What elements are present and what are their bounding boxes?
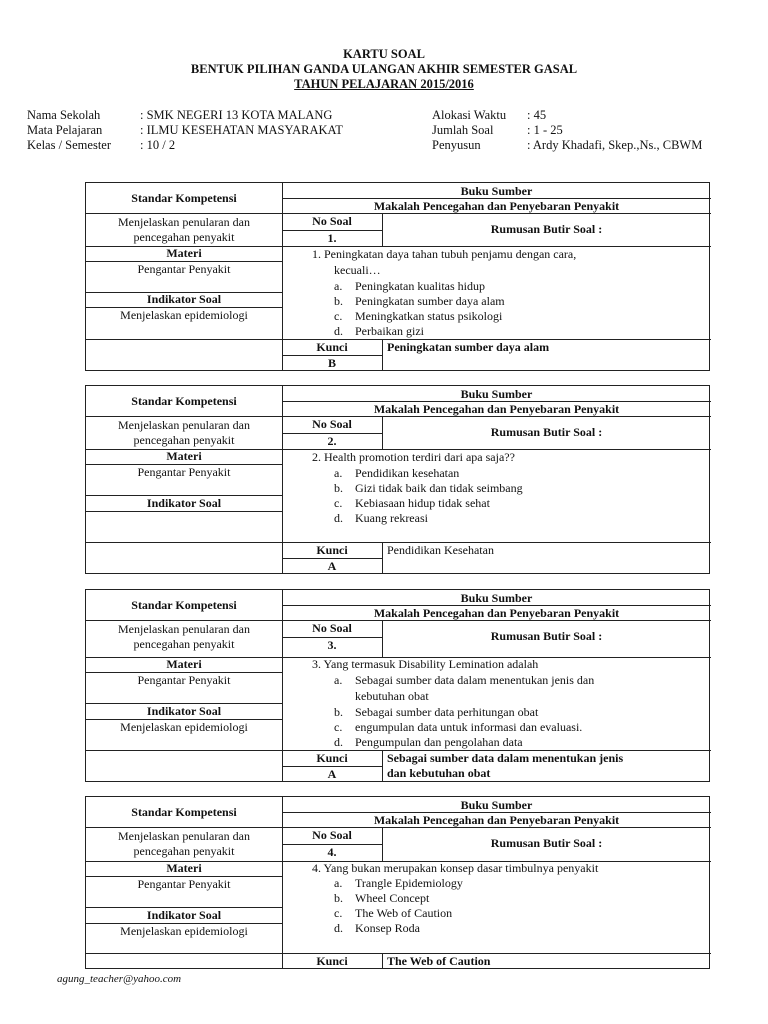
kunci-letter: A (327, 559, 337, 573)
option-c-text: The Web of Caution (355, 906, 453, 920)
info-value-jumlah: : 1 - 25 (527, 123, 563, 137)
option-b-letter: b. (334, 481, 343, 495)
label-indikator: Indikator Soal (146, 704, 222, 718)
option-d-text: Konsep Roda (355, 921, 420, 935)
question-text-cont: kecuali… (334, 263, 381, 277)
kunci-answer: Pendidikan Kesehatan (387, 543, 494, 557)
info-label-mapel: Mata Pelajaran (27, 123, 103, 137)
option-c-text: Kebiasaan hidup tidak sehat (355, 496, 490, 510)
label-buku: Buku Sumber (460, 387, 533, 401)
buku-value: Makalah Pencegahan dan Penyebaran Penyakit (373, 813, 620, 827)
option-c-letter: c. (334, 309, 343, 323)
info-label-jumlah: Jumlah Soal (432, 123, 494, 137)
no-soal-value: 1. (327, 231, 337, 245)
buku-value: Makalah Pencegahan dan Penyebaran Penyakit (373, 606, 620, 620)
question-text: 1. Peningkatan daya tahan tubuh penjamu dengan cara, (312, 247, 577, 261)
label-standar: Standar Kompetensi (131, 191, 237, 205)
indikator-value: Menjelaskan epidemiologi (120, 924, 248, 938)
footer-email: agung_teacher@yahoo.com (57, 973, 182, 985)
option-c-letter: c. (334, 906, 343, 920)
info-label-sekolah: Nama Sekolah (27, 108, 101, 122)
doc-subtitle: BENTUK PILIHAN GANDA ULANGAN AKHIR SEMESTER GASAL (190, 62, 578, 76)
buku-value: Makalah Pencegahan dan Penyebaran Penyakit (373, 199, 620, 213)
materi-value: Pengantar Penyakit (137, 262, 231, 276)
label-kunci: Kunci (316, 751, 348, 765)
option-a-letter: a. (334, 876, 343, 890)
question-card-3 (85, 589, 710, 782)
doc-year: TAHUN PELAJARAN 2015/2016 (294, 77, 474, 91)
kompetensi-line-1: Menjelaskan penularan dan (118, 215, 250, 229)
question-text: 3. Yang termasuk Disability Lemination adalah (312, 657, 539, 671)
kunci-letter: B (327, 356, 336, 370)
option-d-letter: d. (334, 921, 343, 935)
materi-value: Pengantar Penyakit (137, 673, 231, 687)
option-b-letter: b. (334, 891, 343, 905)
label-no-soal: No Soal (312, 828, 352, 842)
no-soal-value: 3. (327, 638, 337, 652)
option-d-text: Kuang rekreasi (355, 511, 428, 525)
indikator-value: Menjelaskan epidemiologi (120, 720, 248, 734)
option-d-text: Pengumpulan dan pengolahan data (355, 735, 523, 749)
materi-value: Pengantar Penyakit (137, 465, 231, 479)
kompetensi-line-1: Menjelaskan penularan dan (118, 829, 250, 843)
option-a-text: Sebagai sumber data dalam menentukan jenis dan (355, 673, 595, 687)
info-value-sekolah: : SMK NEGERI 13 KOTA MALANG (140, 108, 333, 122)
label-rumusan: Rumusan Butir Soal : (490, 629, 603, 643)
label-standar: Standar Kompetensi (131, 805, 237, 819)
option-a-text-cont: kebutuhan obat (355, 689, 429, 703)
question-text: 2. Health promotion terdiri dari apa saja?? (312, 450, 515, 464)
label-kunci: Kunci (316, 543, 348, 557)
question-card-4 (85, 796, 710, 969)
label-buku: Buku Sumber (460, 591, 533, 605)
label-materi: Materi (166, 861, 202, 875)
info-label-penyusun: Penyusun (432, 138, 481, 152)
kunci-answer: Sebagai sumber data dalam menentukan jenis (387, 751, 624, 765)
doc-title: KARTU SOAL (343, 47, 425, 61)
question-text: 4. Yang bukan merupakan konsep dasar timbulnya penyakit (312, 861, 599, 875)
label-indikator: Indikator Soal (146, 908, 222, 922)
option-a-text: Trangle Epidemiology (355, 876, 463, 890)
info-value-penyusun: : Ardy Khadafi, Skep.,Ns., CBWM (527, 138, 703, 152)
kompetensi-line-2: pencegahan penyakit (133, 844, 235, 858)
option-a-letter: a. (334, 466, 343, 480)
option-d-letter: d. (334, 511, 343, 525)
option-c-letter: c. (334, 720, 343, 734)
question-card-2 (85, 385, 710, 574)
option-a-text: Pendidikan kesehatan (355, 466, 460, 480)
option-d-letter: d. (334, 324, 343, 338)
label-materi: Materi (166, 657, 202, 671)
label-no-soal: No Soal (312, 417, 352, 431)
label-rumusan: Rumusan Butir Soal : (490, 425, 603, 439)
label-standar: Standar Kompetensi (131, 598, 237, 612)
kompetensi-line-2: pencegahan penyakit (133, 637, 235, 651)
label-rumusan: Rumusan Butir Soal : (490, 836, 603, 850)
info-value-alokasi: : 45 (527, 108, 547, 122)
indikator-value: Menjelaskan epidemiologi (120, 308, 248, 322)
label-materi: Materi (166, 246, 202, 260)
label-indikator: Indikator Soal (146, 292, 222, 306)
kunci-letter: A (327, 767, 337, 781)
no-soal-value: 2. (327, 434, 337, 448)
info-label-alokasi: Alokasi Waktu (432, 108, 507, 122)
buku-value: Makalah Pencegahan dan Penyebaran Penyakit (373, 402, 620, 416)
option-b-text: Sebagai sumber data perhitungan obat (355, 705, 539, 719)
kunci-answer: The Web of Caution (387, 954, 491, 968)
kompetensi-line-1: Menjelaskan penularan dan (118, 418, 250, 432)
label-no-soal: No Soal (312, 621, 352, 635)
option-d-letter: d. (334, 735, 343, 749)
label-no-soal: No Soal (312, 214, 352, 228)
no-soal-value: 4. (327, 845, 337, 859)
kompetensi-line-2: pencegahan penyakit (133, 230, 235, 244)
kompetensi-line-2: pencegahan penyakit (133, 433, 235, 447)
kunci-answer-cont: dan kebutuhan obat (387, 766, 491, 780)
label-kunci: Kunci (316, 340, 348, 354)
option-b-text: Wheel Concept (355, 891, 430, 905)
label-materi: Materi (166, 449, 202, 463)
label-buku: Buku Sumber (460, 184, 533, 198)
question-card-1 (85, 182, 710, 371)
option-b-letter: b. (334, 705, 343, 719)
label-indikator: Indikator Soal (146, 496, 222, 510)
option-b-text: Peningkatan sumber daya alam (355, 294, 505, 308)
label-standar: Standar Kompetensi (131, 394, 237, 408)
option-a-letter: a. (334, 673, 343, 687)
info-label-kelas: Kelas / Semester (27, 138, 112, 152)
option-b-text: Gizi tidak baik dan tidak seimbang (355, 481, 523, 495)
option-a-text: Peningkatan kualitas hidup (355, 279, 485, 293)
option-c-text: Meningkatkan status psikologi (355, 309, 503, 323)
materi-value: Pengantar Penyakit (137, 877, 231, 891)
option-d-text: Perbaikan gizi (355, 324, 424, 338)
option-a-letter: a. (334, 279, 343, 293)
option-b-letter: b. (334, 294, 343, 308)
label-kunci: Kunci (316, 954, 348, 968)
info-value-kelas: : 10 / 2 (140, 138, 176, 152)
label-buku: Buku Sumber (460, 798, 533, 812)
info-value-mapel: : ILMU KESEHATAN MASYARAKAT (140, 123, 343, 137)
option-c-text: engumpulan data untuk informasi dan evaluasi. (355, 720, 583, 734)
kunci-answer: Peningkatan sumber daya alam (387, 340, 550, 354)
label-rumusan: Rumusan Butir Soal : (490, 222, 603, 236)
option-c-letter: c. (334, 496, 343, 510)
kompetensi-line-1: Menjelaskan penularan dan (118, 622, 250, 636)
